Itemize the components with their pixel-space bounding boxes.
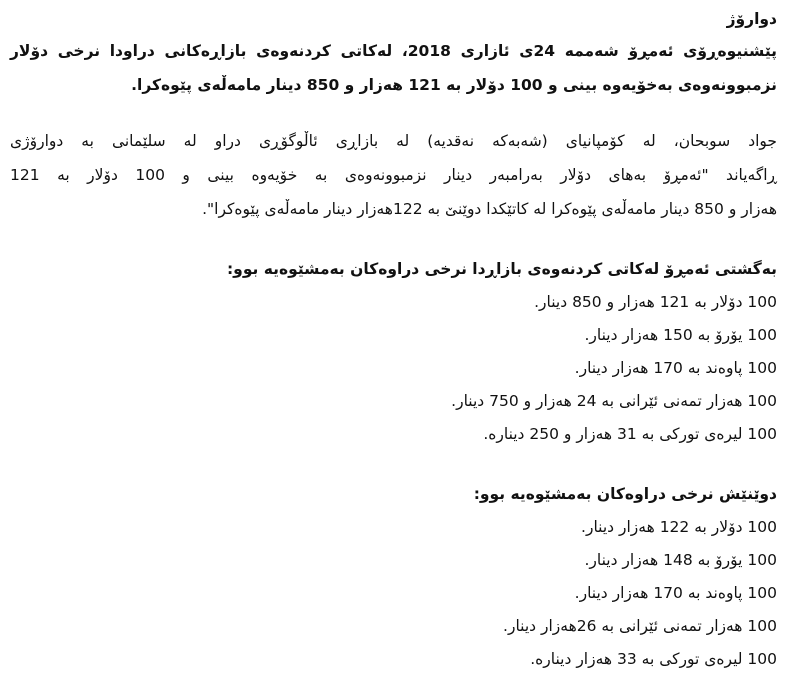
- lead-line-2: نزمبوونەوەی بەخۆیەوە بینی و 100 دۆلار بە 121 هەزار و 850 دینار مامەڵەی پێوەکرا.: [131, 76, 777, 94]
- today-rate-usd: 100 دۆلار بە 121 هەزار و 850 دینار.: [534, 293, 777, 311]
- article-title: دوارۆژ: [726, 10, 777, 28]
- today-rate-irr: 100 هەزار تمەنی ئێرانی بە 24 هەزار و 750 دینار.: [451, 392, 777, 410]
- today-rate-try: 100 لیرەی تورکی بە 31 هەزار و 250 دینارە.: [483, 425, 777, 443]
- quote-line-2: ڕاگەیاند "ئەمڕۆ بەهای دۆلار بەرامبەر دینار نزمبوونەوەی بە خۆیەوە بینی و 100 دۆلار بە 121: [10, 166, 777, 184]
- quote-line-3: هەزار و 850 دینار مامەڵەی پێوەکرا لە کاتێکدا دوێنێ بە 122هەزار دینار مامەڵەی پێوەکرا".: [202, 200, 777, 218]
- spacer: [10, 226, 777, 252]
- today-rate-gbp: 100 پاوەند بە 170 هەزار دینار.: [574, 359, 777, 377]
- lead-line-1: پێشنیوەڕۆی ئەمڕۆ شەممە 24ی ئازاری 2018، لەکاتی کردنەوەی بازاڕەکانی دراودا نرخی دۆلار: [10, 42, 777, 60]
- quote-line-1: جواد سوبحان، لە کۆمپانیای (شەبەکە نەقدیە) لە بازاڕی ئاڵوگۆڕی دراو لە سلێمانی بە دوارۆژی: [10, 132, 777, 150]
- yesterday-rate-try: 100 لیرەی تورکی بە 33 هەزار دینارە.: [530, 650, 777, 668]
- today-rates-heading: بەگشتی ئەمڕۆ لەکاتی کردنەوەی بازاڕدا نرخی دراوەکان بەمشێوەیە بوو:: [226, 260, 777, 278]
- yesterday-rate-usd: 100 دۆلار بە 122 هەزار دینار.: [581, 518, 777, 536]
- spacer: [10, 102, 777, 124]
- yesterday-rate-gbp: 100 پاوەند بە 170 هەزار دینار.: [574, 584, 777, 602]
- spacer: [10, 451, 777, 477]
- yesterday-rate-irr: 100 هەزار تمەنی ئێرانی بە 26هەزار دینار.: [503, 617, 777, 635]
- today-rate-eur: 100 یۆرۆ بە 150 هەزار دینار.: [584, 326, 777, 344]
- yesterday-rate-eur: 100 یۆرۆ بە 148 هەزار دینار.: [584, 551, 777, 569]
- yesterday-rates-heading: دوێنێش نرخی دراوەکان بەمشێوەیە بوو:: [473, 485, 777, 503]
